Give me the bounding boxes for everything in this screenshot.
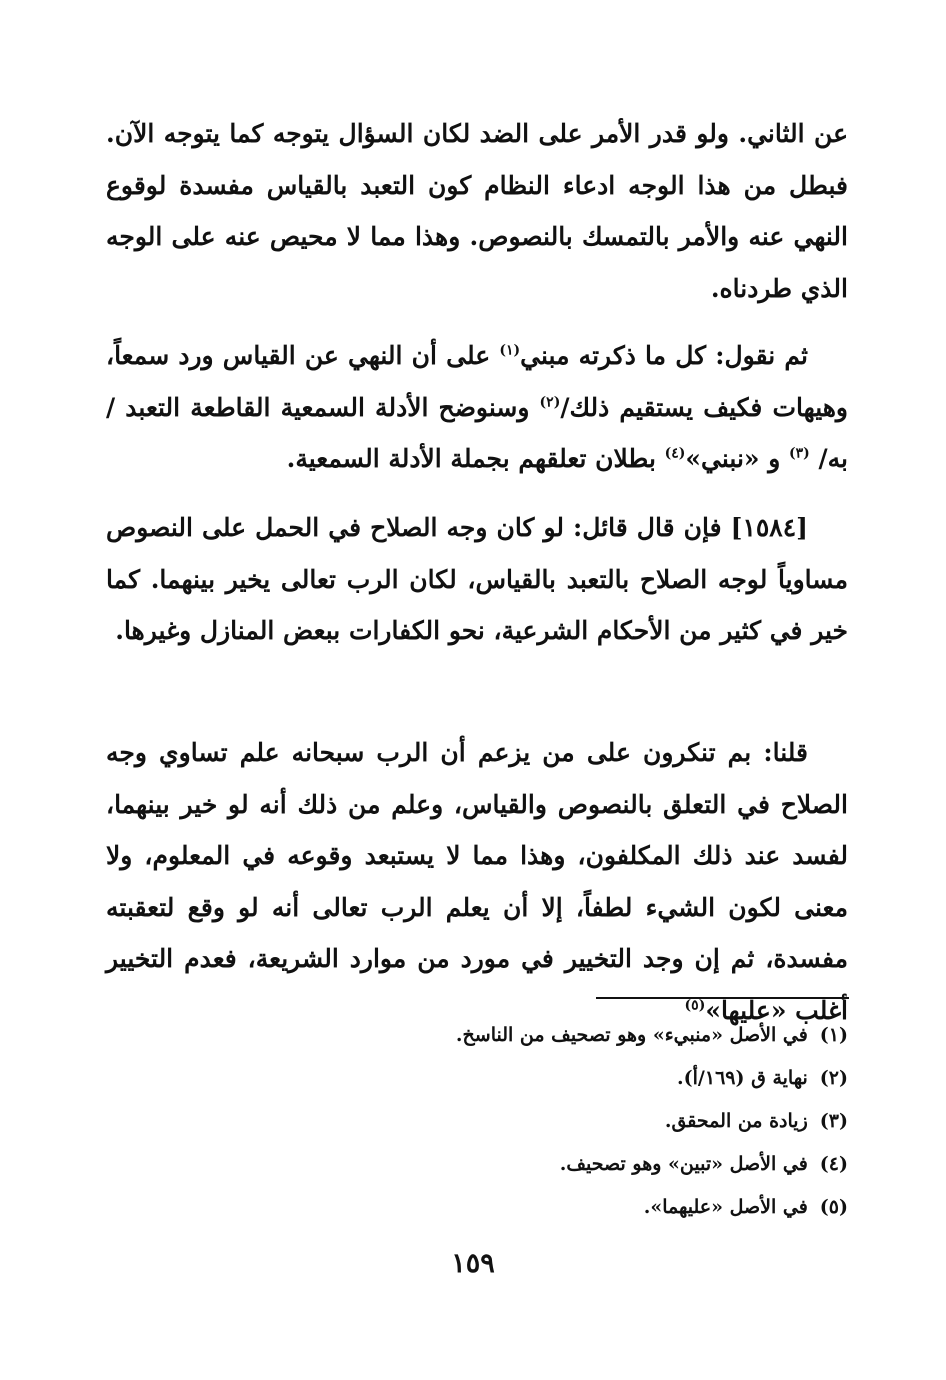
paragraph-3	[106, 502, 848, 657]
footnotes	[328, 1014, 848, 1229]
text-run: وسنوضح الأدلة السمعية القاطعة التعبد / به/	[106, 392, 848, 473]
page-number: ١٥٩	[451, 1248, 495, 1279]
footnote-text: في الأصل «عليهما».	[643, 1196, 808, 1218]
footnote-2	[328, 1057, 848, 1100]
footnote-4	[328, 1143, 848, 1186]
paragraph-text	[106, 727, 848, 1036]
footnote-3	[328, 1100, 848, 1143]
text-run: على أن النهي عن القياس ورد سمعاً، وهيهات فكيف يستقيم ذلك/	[106, 341, 848, 422]
footnote-text: زيادة من المحقق.	[664, 1110, 808, 1132]
footnote-marker: (٥)	[684, 997, 706, 1014]
paragraph-text	[106, 330, 848, 485]
footnote-number: (٤)	[819, 1153, 848, 1175]
text-run: قلنا: بم تنكرون على من يزعم أن الرب سبحانه علم تساوي وجه الصلاح في التعلق بالنصوص والقياس، وعلم من ذلك أنه لو خير بينهما، لفسد عند ذلك المكلفون، وهذا مما لا يستبعد وقوعه في المعلوم، ولا معنى لكون الشيء لطفاً، إلا أن يعلم الرب تعالى أنه لو وقع لتعقبته مفسدة، ثم إن وجد التخيير في مورد من موارد الشريعة، فعدم التخيير أغلب «عليها»	[106, 738, 848, 1025]
paragraph-4	[106, 727, 848, 1036]
footnote-number: (١)	[819, 1024, 848, 1046]
footnote-marker: (٣)	[789, 445, 810, 462]
footnote-text: في الأصل «تبين» وهو تصحيف.	[559, 1153, 808, 1175]
paragraph-1	[106, 108, 848, 314]
paragraph-2	[106, 330, 848, 485]
footnote-marker: (٤)	[664, 445, 686, 462]
footnote-5	[328, 1186, 848, 1229]
footnote-text: في الأصل «منبيء» وهو تصحيف من الناسخ.	[455, 1024, 808, 1046]
footnote-separator	[596, 997, 849, 999]
footnote-text: نهاية ق (١٦٩/أ).	[677, 1067, 808, 1089]
footnote-marker: (١)	[499, 342, 521, 359]
text-run: و «نبني»	[685, 444, 790, 473]
paragraph-text	[106, 108, 848, 314]
footnote-number: (٥)	[819, 1196, 848, 1218]
text-run: ثم نقول: كل ما ذكرته مبني	[520, 341, 808, 370]
text-run: عن الثاني. ولو قدر الأمر على الضد لكان السؤال يتوجه كما يتوجه الآن. فبطل من هذا الوجه ادعاء النظام كون التعبد بالقياس مفسدة لوقوع النهي عنه والأمر بالتمسك بالنصوص. وهذا مما لا محيص عنه على الوجه الذي طردناه.	[106, 119, 848, 303]
footnote-marker: (٢)	[539, 394, 561, 411]
text-run: [١٥٨٤] فإن قال قائل: لو كان وجه الصلاح في الحمل على النصوص مساوياً لوجه الصلاح بالتعبد بالقياس، لكان الرب تعالى يخير بينهما. كما خير في كثير من الأحكام الشرعية، نحو الكفارات ببعض المنازل وغيرها.	[106, 513, 848, 645]
footnote-number: (٣)	[819, 1110, 848, 1132]
footnote-1	[328, 1014, 848, 1057]
paragraph-text	[106, 502, 848, 657]
text-run: بطلان تعلقهم بجملة الأدلة السمعية.	[286, 444, 665, 473]
footnote-number: (٢)	[819, 1067, 848, 1089]
